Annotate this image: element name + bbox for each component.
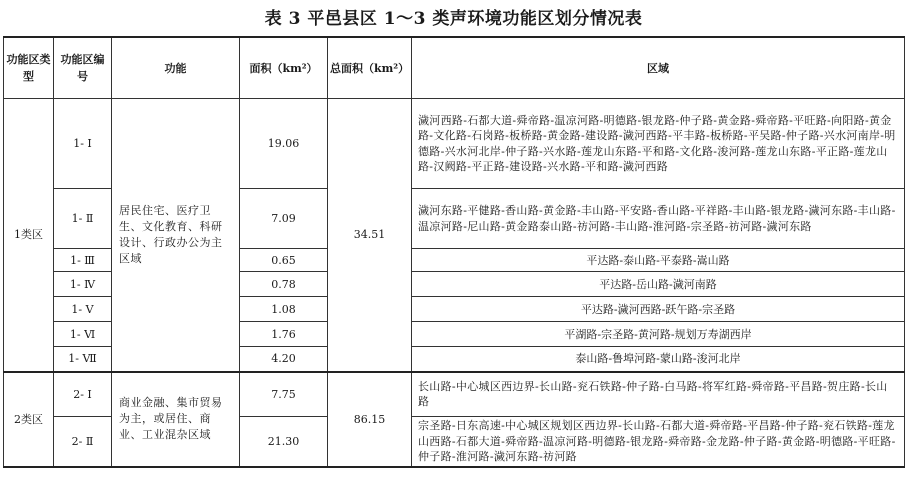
header-zone-type: 功能区类型 bbox=[4, 37, 54, 99]
area-cell: 0.65 bbox=[240, 249, 328, 272]
zone-no-cell: 1- Ⅴ bbox=[54, 297, 112, 322]
zone-no-cell: 1- Ⅰ bbox=[54, 99, 112, 189]
zone-no-cell: 1- Ⅶ bbox=[54, 347, 112, 372]
area-cell: 19.06 bbox=[240, 99, 328, 189]
region-cell: 长山路-中心城区西边界-长山路-兖石铁路-仲子路-白马路-将军红路-舜帝路-平昌路-贺庄路-长山路 bbox=[412, 372, 905, 417]
region-cell: 濊河东路-平健路-香山路-黄金路-丰山路-平安路-香山路-平祥路-丰山路-银龙路-濊河东路-丰山路-温凉河路-尼山路-黄金路泰山路-祊河路-丰山路-淮河路-宗圣路-祊河路-濊河东路 bbox=[412, 189, 905, 249]
zone-type-cell: 2类区 bbox=[4, 372, 54, 467]
area-cell: 0.78 bbox=[240, 272, 328, 297]
area-cell: 7.09 bbox=[240, 189, 328, 249]
header-zone-no: 功能区编号 bbox=[54, 37, 112, 99]
area-cell: 1.76 bbox=[240, 322, 328, 347]
zone-no-cell: 1- Ⅳ bbox=[54, 272, 112, 297]
zone-no-cell: 1- Ⅱ bbox=[54, 189, 112, 249]
region-cell: 濊河西路-石都大道-舜帝路-温凉河路-明德路-银龙路-仲子路-黄金路-舜帝路-平旺路-向阳路-黄金路-文化路-石岗路-板桥路-黄金路-建设路-濊河西路-平丰路-板桥路-平吴路-仲子路-兴水河南岸-明德路-兴水河北岸-仲子路-兴水路-莲龙山东路-平和路-文化路-浚河路-莲龙山东路-平正路-莲龙山路-汉阙路-平正路-建设路-兴水路-平和路-濊河西路 bbox=[412, 99, 905, 189]
table-row bbox=[4, 99, 905, 189]
region-cell: 泰山路-鲁埠河路-蒙山路-浚河北岸 bbox=[412, 347, 905, 372]
table-title: 表 3 平邑县区 1～3 类声环境功能区划分情况表 bbox=[264, 9, 643, 29]
function-cell: 居民住宅、医疗卫生、文化教育、科研设计、行政办公为主区域 bbox=[112, 99, 240, 372]
header-row bbox=[4, 37, 905, 99]
zone-no-cell: 1- Ⅵ bbox=[54, 322, 112, 347]
header-area: 面积（km²） bbox=[240, 37, 328, 99]
zone-no-cell: 2- Ⅱ bbox=[54, 417, 112, 467]
zone-no-cell: 1- Ⅲ bbox=[54, 249, 112, 272]
table-row bbox=[4, 372, 905, 417]
area-cell: 7.75 bbox=[240, 372, 328, 417]
total-area-cell: 86.15 bbox=[328, 372, 412, 467]
total-area-cell: 34.51 bbox=[328, 99, 412, 372]
area-cell: 21.30 bbox=[240, 417, 328, 467]
region-cell: 平达路-濊河西路-跃午路-宗圣路 bbox=[412, 297, 905, 322]
header-total-area: 总面积（km²） bbox=[328, 37, 412, 99]
header-function: 功能 bbox=[112, 37, 240, 99]
function-cell: 商业金融、集市贸易为主，或居住、商业、工业混杂区域 bbox=[112, 372, 240, 467]
region-cell: 宗圣路-日东高速-中心城区规划区西边界-长山路-石都大道-舜帝路-平昌路-仲子路-兖石铁路-莲龙山西路-石都大道-舜帝路-温凉河路-明德路-银龙路-舜帝路-金龙路-仲子路-黄金路-明德路-平旺路-仲子路-淮河路-濊河东路-祊河路 bbox=[412, 417, 905, 467]
area-cell: 1.08 bbox=[240, 297, 328, 322]
zone-type-cell: 1类区 bbox=[4, 99, 54, 372]
region-cell: 平湖路-宗圣路-黄河路-规划万寿湖西岸 bbox=[412, 322, 905, 347]
zone-no-cell: 2- Ⅰ bbox=[54, 372, 112, 417]
header-region: 区域 bbox=[412, 37, 905, 99]
zoning-table bbox=[3, 36, 905, 468]
region-cell: 平达路-岳山路-濊河南路 bbox=[412, 272, 905, 297]
area-cell: 4.20 bbox=[240, 347, 328, 372]
region-cell: 平达路-泰山路-平泰路-嵩山路 bbox=[412, 249, 905, 272]
